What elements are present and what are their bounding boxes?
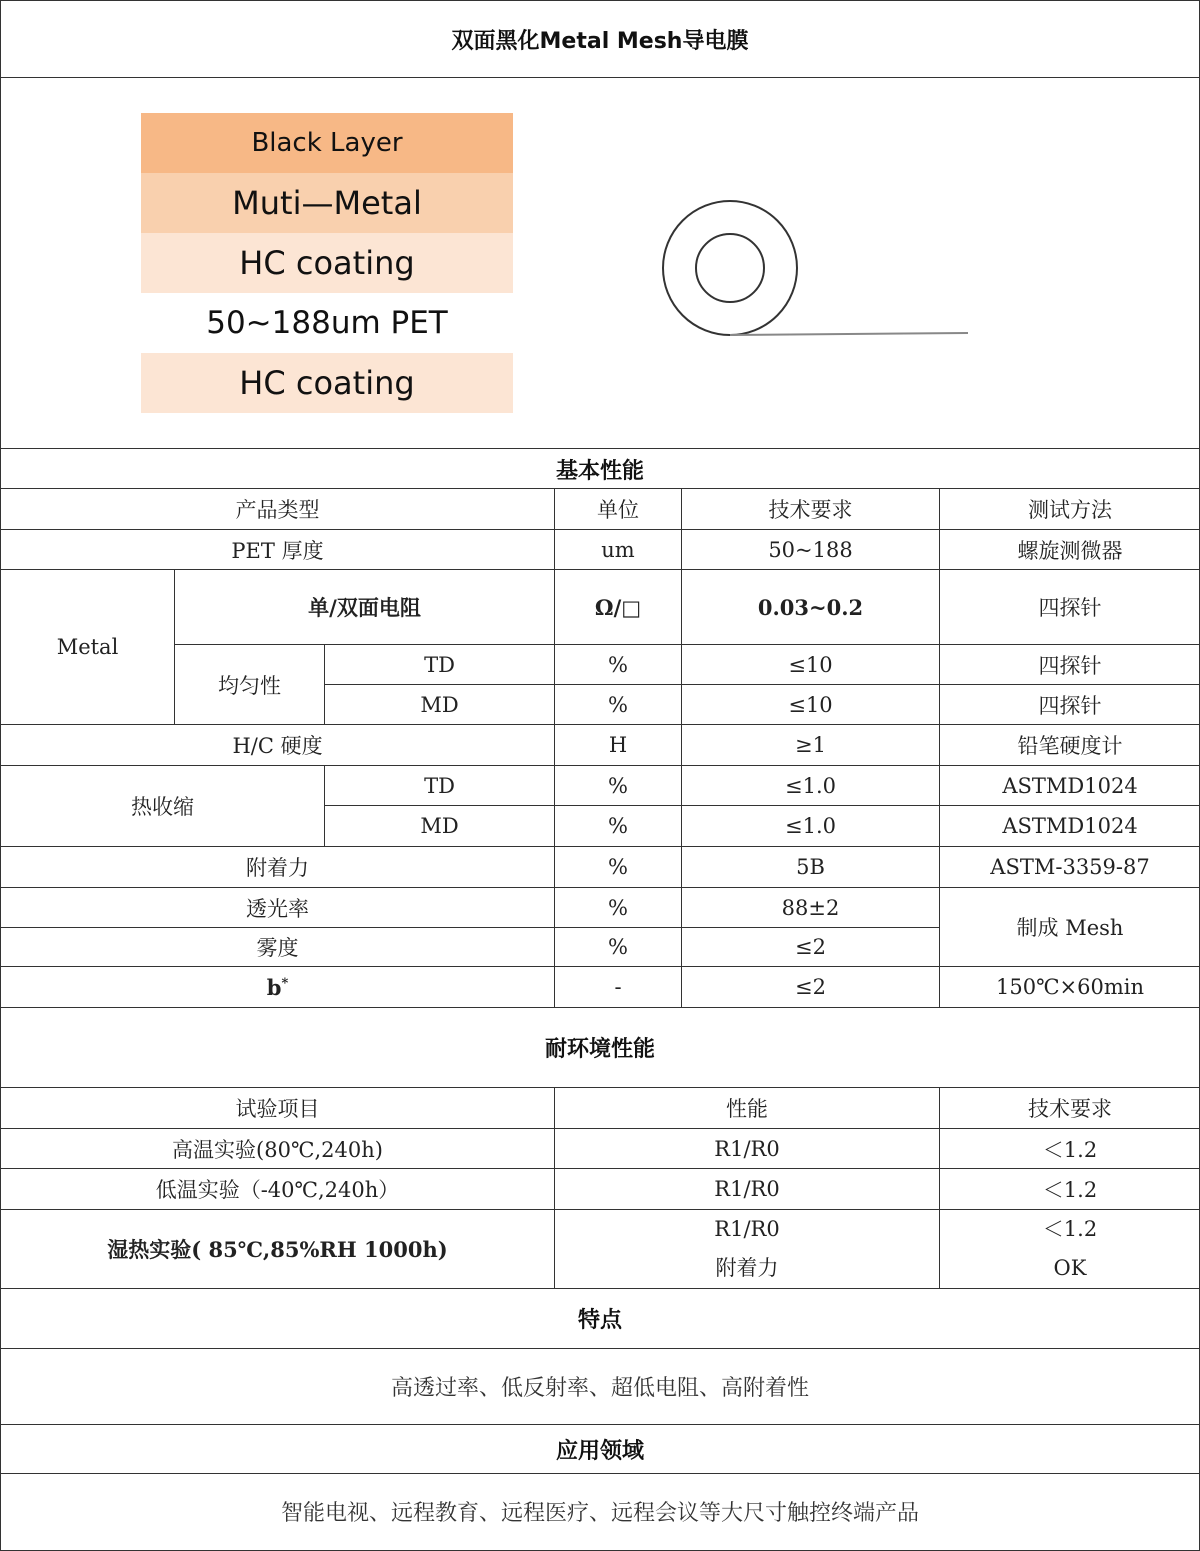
cell-method: ASTMD1024	[940, 766, 1200, 806]
cell-unit: %	[555, 685, 682, 725]
cell-req: ＜1.2	[940, 1169, 1200, 1210]
basic-properties-table	[0, 488, 1200, 1008]
table-row	[1, 645, 1200, 685]
section-title-env: 耐环境性能	[544, 1035, 655, 1062]
cell-req: ≥1	[682, 725, 940, 766]
cell-unit: %	[555, 766, 682, 806]
table-row	[1, 847, 1200, 888]
cell-method: 四探针	[940, 645, 1200, 685]
layer-hc-top-label: HC coating	[239, 244, 415, 282]
table-row	[1, 725, 1200, 766]
cell-name: 高温实验(80℃,240h)	[1, 1129, 555, 1169]
header-unit: 单位	[555, 489, 682, 530]
features-text: 高透过率、低反射率、超低电阻、高附着性	[390, 1376, 809, 1401]
page-title: 双面黑化Metal Mesh导电膜	[451, 28, 749, 54]
cell-method: ASTMD1024	[940, 806, 1200, 847]
header-method: 测试方法	[940, 489, 1200, 530]
cell-req: 50~188	[682, 530, 940, 570]
section-title-applications: 应用领域	[555, 1437, 644, 1464]
cell-req: 0.03~0.2	[682, 570, 940, 645]
header-req: 技术要求	[940, 1088, 1200, 1129]
table-row	[1, 1169, 1200, 1210]
table-row	[1, 888, 1200, 928]
cell-method: 制成 Mesh	[940, 888, 1200, 967]
cell-unit: %	[555, 645, 682, 685]
cell-name: 热收缩	[1, 766, 325, 847]
cell-metal-label: Metal	[1, 570, 175, 725]
cell-method: 螺旋测微器	[940, 530, 1200, 570]
table-header-row	[1, 1088, 1200, 1129]
cell-name: 低温实验（-40℃,240h）	[1, 1169, 555, 1210]
cell-name	[1, 967, 555, 1008]
cell-unit: %	[555, 847, 682, 888]
cell-name: 湿热实验( 85℃,85%RH 1000h)	[1, 1210, 555, 1289]
cell-req: ≤2	[682, 928, 940, 967]
cell-unit: um	[555, 530, 682, 570]
bstar-label: b	[266, 974, 282, 1000]
layer-black	[141, 113, 513, 173]
cell-unit: H	[555, 725, 682, 766]
cell-name: PET 厚度	[1, 530, 555, 570]
cell-name: 附着力	[1, 847, 555, 888]
table-header-row	[1, 489, 1200, 530]
cell-method: 150℃×60min	[940, 967, 1200, 1008]
layer-muti-metal	[141, 173, 513, 233]
table-row	[1, 1210, 1200, 1289]
layer-hc-bottom-label: HC coating	[239, 364, 415, 402]
section-title-features: 特点	[577, 1307, 622, 1333]
table-row	[1, 967, 1200, 1008]
layer-hc-top	[141, 233, 513, 293]
cell-method: 四探针	[940, 570, 1200, 645]
cell-req: 5B	[682, 847, 940, 888]
table-row	[1, 570, 1200, 645]
cell-unit: Ω/□	[555, 570, 682, 645]
layer-hc-bottom	[141, 353, 513, 413]
cell-name: 均匀性	[175, 645, 325, 725]
perf-line: 附着力	[715, 1256, 779, 1280]
divider	[0, 77, 1200, 78]
cell-req: 88±2	[682, 888, 940, 928]
layer-pet-label: 50~188um PET	[206, 305, 448, 341]
header-req: 技术要求	[682, 489, 940, 530]
bstar-sup: *	[281, 975, 289, 991]
cell-perf: R1/R0	[555, 1169, 940, 1210]
cell-dir: MD	[325, 806, 555, 847]
film-roll-icon	[650, 190, 980, 350]
cell-unit: %	[555, 888, 682, 928]
section-title-basic: 基本性能	[555, 457, 644, 484]
cell-name: 单/双面电阻	[175, 570, 555, 645]
table-row	[1, 766, 1200, 806]
layer-pet	[141, 293, 513, 353]
cell-unit: -	[555, 967, 682, 1008]
cell-req	[940, 1210, 1200, 1289]
cell-dir: TD	[325, 766, 555, 806]
layer-muti-metal-label: Muti—Metal	[232, 184, 422, 222]
cell-req: ≤2	[682, 967, 940, 1008]
req-line: OK	[1053, 1256, 1087, 1280]
cell-unit: %	[555, 806, 682, 847]
cell-req: ≤1.0	[682, 806, 940, 847]
cell-method: ASTM-3359-87	[940, 847, 1200, 888]
cell-perf: R1/R0	[555, 1129, 940, 1169]
cell-req: ≤10	[682, 645, 940, 685]
header-type: 产品类型	[1, 489, 555, 530]
req-line: ＜1.2	[1042, 1217, 1098, 1241]
cell-req: ＜1.2	[940, 1129, 1200, 1169]
cell-dir: TD	[325, 645, 555, 685]
table-row	[1, 1129, 1200, 1169]
perf-line: R1/R0	[714, 1217, 780, 1241]
env-properties-table	[0, 1087, 1200, 1289]
cell-req: ≤1.0	[682, 766, 940, 806]
cell-name: H/C 硬度	[1, 725, 555, 766]
cell-name: 雾度	[1, 928, 555, 967]
header-item: 试验项目	[1, 1088, 555, 1129]
cell-name: 透光率	[1, 888, 555, 928]
cell-unit: %	[555, 928, 682, 967]
cell-dir: MD	[325, 685, 555, 725]
cell-perf	[555, 1210, 940, 1289]
header-perf: 性能	[555, 1088, 940, 1129]
applications-text: 智能电视、远程教育、远程医疗、远程会议等大尺寸触控终端产品	[280, 1501, 919, 1526]
cell-req: ≤10	[682, 685, 940, 725]
table-row	[1, 530, 1200, 570]
layer-black-label: Black Layer	[251, 128, 403, 158]
cell-method: 铅笔硬度计	[940, 725, 1200, 766]
cell-method: 四探针	[940, 685, 1200, 725]
